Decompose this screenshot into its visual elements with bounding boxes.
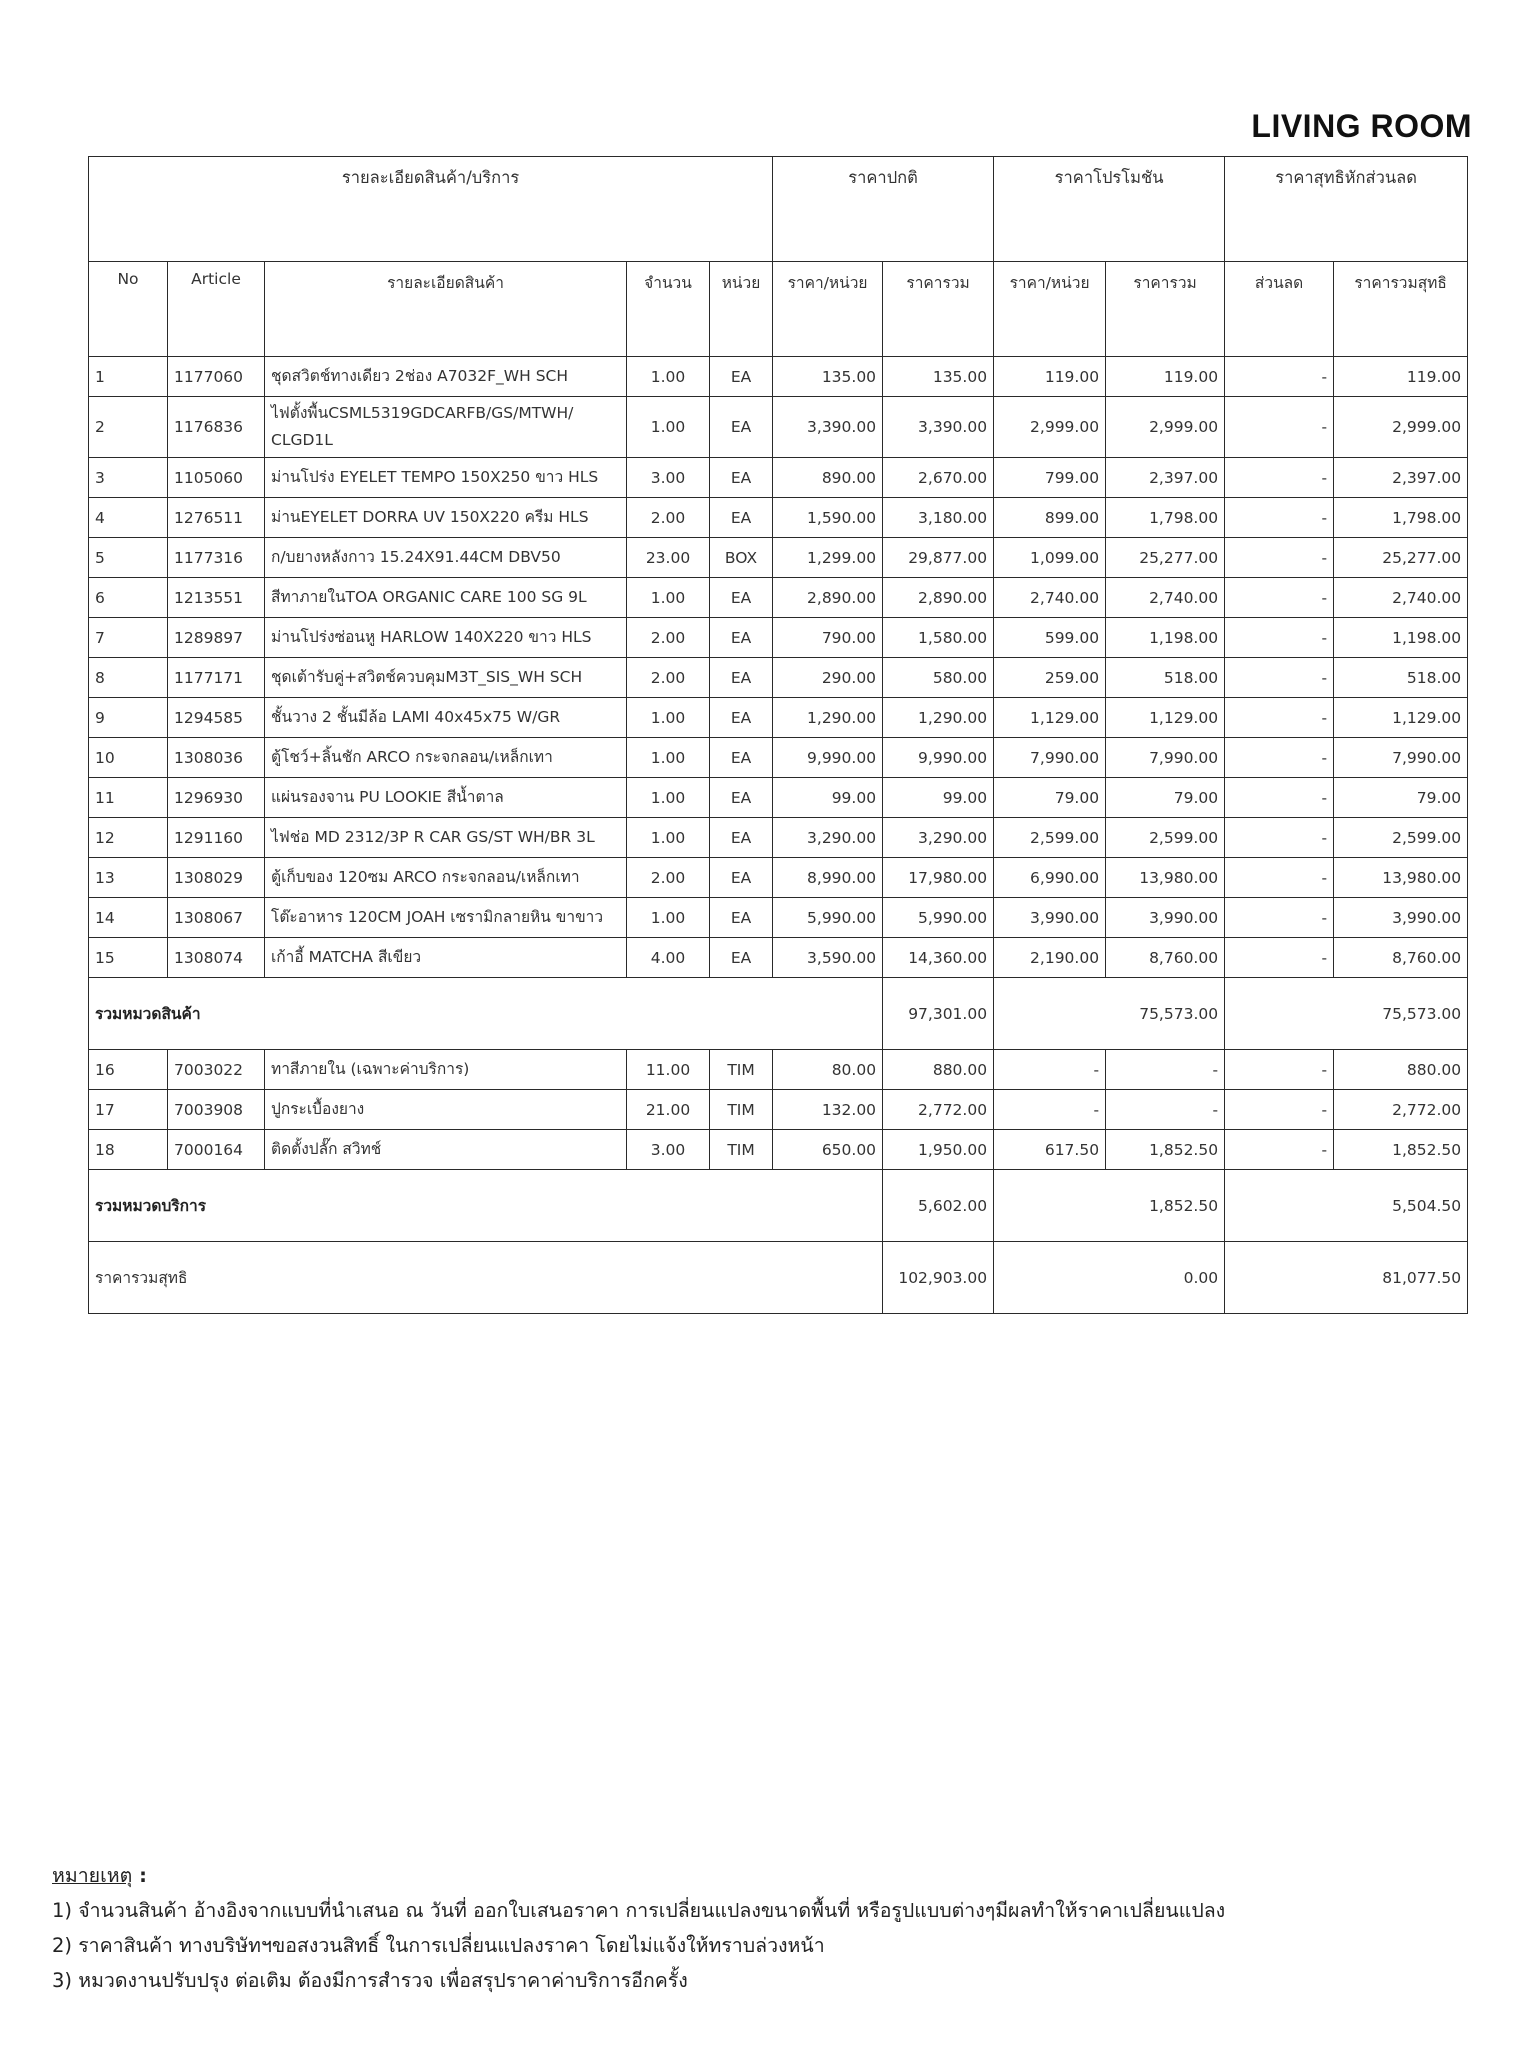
cell-promo-unit-price: 1,129.00 xyxy=(994,698,1106,738)
cell-unit: EA xyxy=(710,898,773,938)
cell-unit-price: 1,290.00 xyxy=(773,698,883,738)
cell-description: ไฟตั้งพื้นCSML5319GDCARFB/GS/MTWH/ CLGD1L xyxy=(265,397,627,458)
cell-promo-total: 2,397.00 xyxy=(1106,458,1225,498)
cell-net-total: 2,599.00 xyxy=(1334,818,1468,858)
product-row xyxy=(89,397,1468,458)
cell-net-total: 79.00 xyxy=(1334,778,1468,818)
cell-qty: 4.00 xyxy=(627,938,710,978)
cell-unit-price: 3,290.00 xyxy=(773,818,883,858)
cell-description: ม่านEYELET DORRA UV 150X220 ครีม HLS xyxy=(265,498,627,538)
cell-net-total: 1,798.00 xyxy=(1334,498,1468,538)
cell-promo-total: 1,852.50 xyxy=(1106,1130,1225,1170)
notes-section xyxy=(52,1858,1492,1998)
cell-article: 1177060 xyxy=(168,357,265,397)
cell-qty: 2.00 xyxy=(627,658,710,698)
cell-no: 7 xyxy=(89,618,168,658)
cell-unit-price: 5,990.00 xyxy=(773,898,883,938)
cell-no: 4 xyxy=(89,498,168,538)
cell-discount: - xyxy=(1225,778,1334,818)
column-header-row xyxy=(89,262,1468,357)
cell-discount: - xyxy=(1225,498,1334,538)
product-rows xyxy=(89,357,1468,978)
cell-no: 3 xyxy=(89,458,168,498)
cell-net-total: 2,740.00 xyxy=(1334,578,1468,618)
cell-promo-total: 2,999.00 xyxy=(1106,397,1225,458)
cell-total: 2,670.00 xyxy=(883,458,994,498)
cell-qty: 21.00 xyxy=(627,1090,710,1130)
cell-discount: - xyxy=(1225,458,1334,498)
cell-qty: 1.00 xyxy=(627,778,710,818)
cell-total: 1,290.00 xyxy=(883,698,994,738)
cell-unit: EA xyxy=(710,858,773,898)
cell-promo-total: 8,760.00 xyxy=(1106,938,1225,978)
cell-qty: 1.00 xyxy=(627,898,710,938)
grand-total-row xyxy=(89,1242,1468,1314)
grand-total-net: 81,077.50 xyxy=(1225,1242,1468,1314)
cell-promo-total: 1,798.00 xyxy=(1106,498,1225,538)
col-header-promo-unit-price: ราคา/หน่วย xyxy=(994,262,1106,357)
cell-net-total: 1,852.50 xyxy=(1334,1130,1468,1170)
product-subtotal-total: 97,301.00 xyxy=(883,978,994,1050)
product-row xyxy=(89,818,1468,858)
cell-qty: 2.00 xyxy=(627,858,710,898)
cell-discount: - xyxy=(1225,698,1334,738)
cell-net-total: 518.00 xyxy=(1334,658,1468,698)
cell-unit-price: 790.00 xyxy=(773,618,883,658)
cell-total: 14,360.00 xyxy=(883,938,994,978)
cell-total: 1,580.00 xyxy=(883,618,994,658)
cell-unit-price: 650.00 xyxy=(773,1130,883,1170)
cell-discount: - xyxy=(1225,858,1334,898)
service-subtotal-net: 5,504.50 xyxy=(1225,1170,1468,1242)
cell-description: โต๊ะอาหาร 120CM JOAH เซรามิกลายหิน ขาขาว xyxy=(265,898,627,938)
cell-discount: - xyxy=(1225,658,1334,698)
cell-no: 6 xyxy=(89,578,168,618)
product-row xyxy=(89,578,1468,618)
notes-heading xyxy=(52,1858,1492,1893)
service-subtotal-label: รวมหมวดบริการ xyxy=(89,1170,883,1242)
cell-article: 1308074 xyxy=(168,938,265,978)
cell-qty: 1.00 xyxy=(627,738,710,778)
product-row xyxy=(89,738,1468,778)
cell-description: เก้าอี้ MATCHA สีเขียว xyxy=(265,938,627,978)
cell-promo-total: 2,740.00 xyxy=(1106,578,1225,618)
notes-title-colon: : xyxy=(132,1864,147,1887)
cell-article: 1296930 xyxy=(168,778,265,818)
cell-unit: TIM xyxy=(710,1130,773,1170)
cell-promo-total: 79.00 xyxy=(1106,778,1225,818)
cell-promo-unit-price: 599.00 xyxy=(994,618,1106,658)
cell-article: 1289897 xyxy=(168,618,265,658)
cell-promo-unit-price: 3,990.00 xyxy=(994,898,1106,938)
col-header-total: ราคารวม xyxy=(883,262,994,357)
product-subtotal-promo-total: 75,573.00 xyxy=(994,978,1225,1050)
cell-description: สีทาภายในTOA ORGANIC CARE 100 SG 9L xyxy=(265,578,627,618)
cell-total: 99.00 xyxy=(883,778,994,818)
cell-qty: 3.00 xyxy=(627,458,710,498)
cell-qty: 1.00 xyxy=(627,698,710,738)
cell-promo-unit-price: 2,599.00 xyxy=(994,818,1106,858)
cell-unit: EA xyxy=(710,498,773,538)
product-row xyxy=(89,458,1468,498)
cell-promo-unit-price: 799.00 xyxy=(994,458,1106,498)
notes-title: หมายเหตุ xyxy=(52,1864,133,1887)
cell-promo-total: 2,599.00 xyxy=(1106,818,1225,858)
cell-discount: - xyxy=(1225,818,1334,858)
cell-no: 5 xyxy=(89,538,168,578)
cell-promo-total: 13,980.00 xyxy=(1106,858,1225,898)
cell-unit: EA xyxy=(710,578,773,618)
grand-total-label: ราคารวมสุทธิ xyxy=(89,1242,883,1314)
group-header-net-price: ราคาสุทธิหักส่วนลด xyxy=(1225,157,1468,262)
cell-article: 7003022 xyxy=(168,1050,265,1090)
cell-article: 7003908 xyxy=(168,1090,265,1130)
quotation-table xyxy=(88,156,1468,1314)
cell-discount: - xyxy=(1225,898,1334,938)
cell-qty: 2.00 xyxy=(627,618,710,658)
cell-description: ปูกระเบื้องยาง xyxy=(265,1090,627,1130)
service-subtotal-total: 5,602.00 xyxy=(883,1170,994,1242)
cell-description: ติดตั้งปลั๊ก สวิทช์ xyxy=(265,1130,627,1170)
cell-unit-price: 80.00 xyxy=(773,1050,883,1090)
cell-article: 1308067 xyxy=(168,898,265,938)
cell-unit: BOX xyxy=(710,538,773,578)
group-header-normal-price: ราคาปกติ xyxy=(773,157,994,262)
cell-net-total: 13,980.00 xyxy=(1334,858,1468,898)
cell-description: ก/บยางหลังกาว 15.24X91.44CM DBV50 xyxy=(265,538,627,578)
cell-unit: EA xyxy=(710,618,773,658)
cell-unit-price: 8,990.00 xyxy=(773,858,883,898)
cell-article: 1291160 xyxy=(168,818,265,858)
cell-net-total: 25,277.00 xyxy=(1334,538,1468,578)
cell-no: 9 xyxy=(89,698,168,738)
cell-unit: TIM xyxy=(710,1090,773,1130)
cell-promo-unit-price: - xyxy=(994,1050,1106,1090)
product-row xyxy=(89,698,1468,738)
col-header-promo-total: ราคารวม xyxy=(1106,262,1225,357)
group-header-promo-price: ราคาโปรโมชัน xyxy=(994,157,1225,262)
cell-total: 3,180.00 xyxy=(883,498,994,538)
cell-no: 17 xyxy=(89,1090,168,1130)
product-subtotal-section xyxy=(89,978,1468,1050)
cell-promo-total: 7,990.00 xyxy=(1106,738,1225,778)
cell-qty: 1.00 xyxy=(627,578,710,618)
product-row xyxy=(89,498,1468,538)
note-item: 3) หมวดงานปรับปรุง ต่อเติม ต้องมีการสำรวจ เพื่อสรุปราคาค่าบริการอีกครั้ง xyxy=(52,1969,688,1992)
cell-article: 1213551 xyxy=(168,578,265,618)
cell-description: ชั้นวาง 2 ชั้นมีล้อ LAMI 40x45x75 W/GR xyxy=(265,698,627,738)
cell-total: 3,290.00 xyxy=(883,818,994,858)
cell-description: แผ่นรองจาน PU LOOKIE สีน้ำตาล xyxy=(265,778,627,818)
product-subtotal-label: รวมหมวดสินค้า xyxy=(89,978,883,1050)
cell-discount: - xyxy=(1225,1130,1334,1170)
grand-total-promo-total: 0.00 xyxy=(994,1242,1225,1314)
cell-unit: EA xyxy=(710,938,773,978)
cell-unit: EA xyxy=(710,738,773,778)
grand-total-total: 102,903.00 xyxy=(883,1242,994,1314)
cell-discount: - xyxy=(1225,538,1334,578)
cell-discount: - xyxy=(1225,357,1334,397)
cell-no: 10 xyxy=(89,738,168,778)
service-row xyxy=(89,1130,1468,1170)
cell-unit-price: 99.00 xyxy=(773,778,883,818)
cell-qty: 3.00 xyxy=(627,1130,710,1170)
cell-unit-price: 290.00 xyxy=(773,658,883,698)
cell-net-total: 1,198.00 xyxy=(1334,618,1468,658)
cell-description: ชุดสวิตช์ทางเดียว 2ช่อง A7032F_WH SCH xyxy=(265,357,627,397)
cell-total: 2,772.00 xyxy=(883,1090,994,1130)
cell-article: 1294585 xyxy=(168,698,265,738)
product-row xyxy=(89,858,1468,898)
cell-total: 29,877.00 xyxy=(883,538,994,578)
product-subtotal-row xyxy=(89,978,1468,1050)
cell-promo-total: - xyxy=(1106,1090,1225,1130)
cell-unit-price: 1,299.00 xyxy=(773,538,883,578)
cell-no: 13 xyxy=(89,858,168,898)
cell-promo-total: 119.00 xyxy=(1106,357,1225,397)
cell-no: 12 xyxy=(89,818,168,858)
cell-promo-unit-price: 1,099.00 xyxy=(994,538,1106,578)
cell-promo-unit-price: 2,740.00 xyxy=(994,578,1106,618)
cell-description: ตู้เก็บของ 120ซม ARCO กระจกลอน/เหล็กเทา xyxy=(265,858,627,898)
cell-promo-total: 25,277.00 xyxy=(1106,538,1225,578)
note-item: 2) ราคาสินค้า ทางบริษัทฯขอสงวนสิทธิ์ ในการเปลี่ยนแปลงราคา โดยไม่แจ้งให้ทราบล่วงหน้า xyxy=(52,1934,825,1957)
cell-promo-unit-price: 7,990.00 xyxy=(994,738,1106,778)
cell-unit-price: 3,390.00 xyxy=(773,397,883,458)
cell-discount: - xyxy=(1225,738,1334,778)
cell-total: 1,950.00 xyxy=(883,1130,994,1170)
product-row xyxy=(89,618,1468,658)
cell-net-total: 8,760.00 xyxy=(1334,938,1468,978)
product-row xyxy=(89,357,1468,397)
cell-unit-price: 132.00 xyxy=(773,1090,883,1130)
cell-net-total: 2,999.00 xyxy=(1334,397,1468,458)
cell-qty: 2.00 xyxy=(627,498,710,538)
cell-description: ไฟช่อ MD 2312/3P R CAR GS/ST WH/BR 3L xyxy=(265,818,627,858)
product-subtotal-net: 75,573.00 xyxy=(1225,978,1468,1050)
cell-promo-unit-price: 259.00 xyxy=(994,658,1106,698)
cell-article: 1308036 xyxy=(168,738,265,778)
cell-description: ทาสีภายใน (เฉพาะค่าบริการ) xyxy=(265,1050,627,1090)
cell-total: 880.00 xyxy=(883,1050,994,1090)
cell-net-total: 2,397.00 xyxy=(1334,458,1468,498)
service-rows xyxy=(89,1050,1468,1170)
cell-net-total: 119.00 xyxy=(1334,357,1468,397)
cell-promo-unit-price: 6,990.00 xyxy=(994,858,1106,898)
service-subtotal-promo-total: 1,852.50 xyxy=(994,1170,1225,1242)
product-row xyxy=(89,658,1468,698)
cell-unit: EA xyxy=(710,357,773,397)
cell-total: 5,990.00 xyxy=(883,898,994,938)
cell-article: 7000164 xyxy=(168,1130,265,1170)
cell-unit-price: 135.00 xyxy=(773,357,883,397)
cell-net-total: 7,990.00 xyxy=(1334,738,1468,778)
col-header-no: No xyxy=(89,262,168,357)
cell-qty: 1.00 xyxy=(627,397,710,458)
col-header-qty: จำนวน xyxy=(627,262,710,357)
cell-article: 1177316 xyxy=(168,538,265,578)
cell-no: 16 xyxy=(89,1050,168,1090)
cell-no: 11 xyxy=(89,778,168,818)
cell-total: 135.00 xyxy=(883,357,994,397)
service-subtotal-section xyxy=(89,1170,1468,1314)
cell-no: 15 xyxy=(89,938,168,978)
col-header-discount: ส่วนลด xyxy=(1225,262,1334,357)
cell-unit: EA xyxy=(710,818,773,858)
cell-unit: EA xyxy=(710,698,773,738)
cell-total: 9,990.00 xyxy=(883,738,994,778)
col-header-unit: หน่วย xyxy=(710,262,773,357)
cell-discount: - xyxy=(1225,1090,1334,1130)
cell-promo-unit-price: 119.00 xyxy=(994,357,1106,397)
cell-article: 1176836 xyxy=(168,397,265,458)
service-subtotal-row xyxy=(89,1170,1468,1242)
cell-no: 18 xyxy=(89,1130,168,1170)
product-row xyxy=(89,938,1468,978)
cell-unit-price: 1,590.00 xyxy=(773,498,883,538)
cell-promo-total: 1,198.00 xyxy=(1106,618,1225,658)
cell-qty: 23.00 xyxy=(627,538,710,578)
col-header-net-total: ราคารวมสุทธิ xyxy=(1334,262,1468,357)
group-header-row xyxy=(89,157,1468,262)
cell-promo-unit-price: 617.50 xyxy=(994,1130,1106,1170)
cell-net-total: 3,990.00 xyxy=(1334,898,1468,938)
product-row xyxy=(89,778,1468,818)
cell-net-total: 2,772.00 xyxy=(1334,1090,1468,1130)
cell-net-total: 880.00 xyxy=(1334,1050,1468,1090)
cell-net-total: 1,129.00 xyxy=(1334,698,1468,738)
cell-promo-unit-price: 2,999.00 xyxy=(994,397,1106,458)
cell-qty: 1.00 xyxy=(627,818,710,858)
cell-article: 1177171 xyxy=(168,658,265,698)
product-row xyxy=(89,898,1468,938)
cell-unit-price: 890.00 xyxy=(773,458,883,498)
product-row xyxy=(89,538,1468,578)
cell-discount: - xyxy=(1225,578,1334,618)
cell-promo-total: 3,990.00 xyxy=(1106,898,1225,938)
cell-article: 1105060 xyxy=(168,458,265,498)
cell-no: 2 xyxy=(89,397,168,458)
cell-unit: EA xyxy=(710,458,773,498)
cell-unit: EA xyxy=(710,778,773,818)
cell-promo-unit-price: 2,190.00 xyxy=(994,938,1106,978)
cell-description: ม่านโปร่งซ่อนหู HARLOW 140X220 ขาว HLS xyxy=(265,618,627,658)
service-row xyxy=(89,1090,1468,1130)
cell-discount: - xyxy=(1225,1050,1334,1090)
cell-discount: - xyxy=(1225,618,1334,658)
cell-no: 1 xyxy=(89,357,168,397)
col-header-article: Article xyxy=(168,262,265,357)
cell-promo-total: - xyxy=(1106,1050,1225,1090)
cell-description: ตู้โชว์+ลิ้นชัก ARCO กระจกลอน/เหล็กเทา xyxy=(265,738,627,778)
cell-promo-total: 1,129.00 xyxy=(1106,698,1225,738)
cell-article: 1276511 xyxy=(168,498,265,538)
cell-discount: - xyxy=(1225,938,1334,978)
cell-promo-total: 518.00 xyxy=(1106,658,1225,698)
cell-promo-unit-price: 899.00 xyxy=(994,498,1106,538)
cell-promo-unit-price: 79.00 xyxy=(994,778,1106,818)
col-header-unit-price: ราคา/หน่วย xyxy=(773,262,883,357)
cell-total: 2,890.00 xyxy=(883,578,994,618)
cell-total: 17,980.00 xyxy=(883,858,994,898)
service-row xyxy=(89,1050,1468,1090)
cell-discount: - xyxy=(1225,397,1334,458)
cell-no: 8 xyxy=(89,658,168,698)
note-item: 1) จำนวนสินค้า อ้างอิงจากแบบที่นำเสนอ ณ วันที่ ออกใบเสนอราคา การเปลี่ยนแปลงขนาดพื้นที่ หรือรูปแบบต่างๆมีผลทำให้ราคาเปลี่ยนแปลง xyxy=(52,1899,1226,1922)
col-header-description: รายละเอียดสินค้า xyxy=(265,262,627,357)
cell-total: 3,390.00 xyxy=(883,397,994,458)
cell-unit-price: 2,890.00 xyxy=(773,578,883,618)
cell-total: 580.00 xyxy=(883,658,994,698)
page-heading: LIVING ROOM xyxy=(1251,108,1472,144)
cell-unit-price: 3,590.00 xyxy=(773,938,883,978)
group-header-details: รายละเอียดสินค้า/บริการ xyxy=(89,157,773,262)
cell-description: ชุดเต้ารับคู่+สวิตช์ควบคุมM3T_SIS_WH SCH xyxy=(265,658,627,698)
cell-description: ม่านโปร่ง EYELET TEMPO 150X250 ขาว HLS xyxy=(265,458,627,498)
cell-qty: 11.00 xyxy=(627,1050,710,1090)
cell-qty: 1.00 xyxy=(627,357,710,397)
cell-promo-unit-price: - xyxy=(994,1090,1106,1130)
cell-unit: EA xyxy=(710,658,773,698)
cell-article: 1308029 xyxy=(168,858,265,898)
cell-unit: EA xyxy=(710,397,773,458)
cell-no: 14 xyxy=(89,898,168,938)
cell-unit-price: 9,990.00 xyxy=(773,738,883,778)
cell-unit: TIM xyxy=(710,1050,773,1090)
